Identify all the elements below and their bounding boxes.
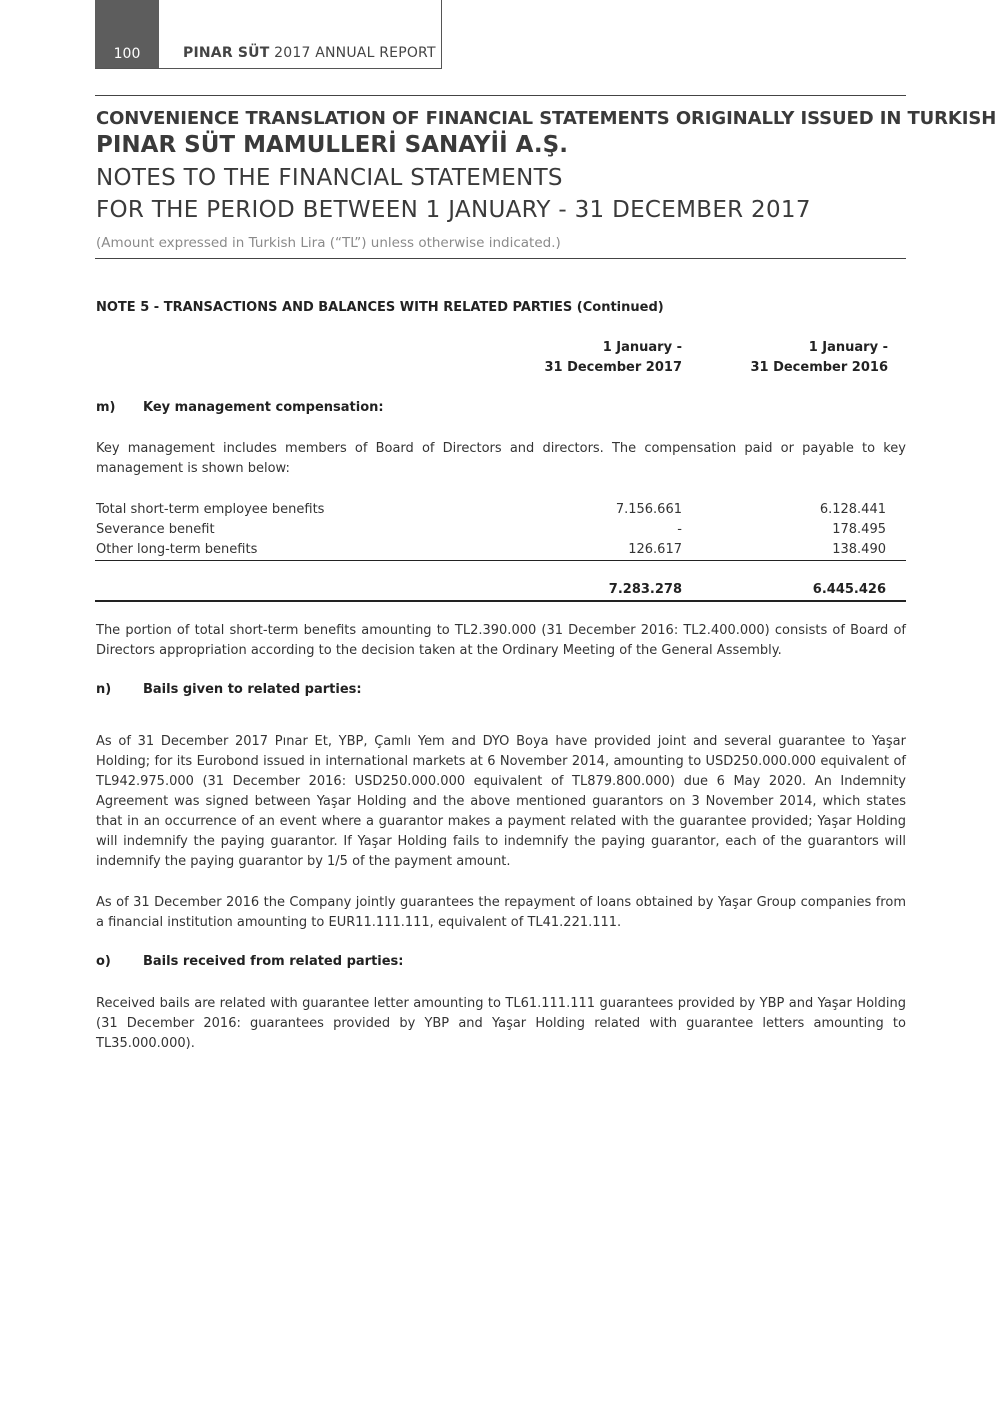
currency-note: (Amount expressed in Turkish Lira (“TL”) unless otherwise indicated.) — [96, 235, 561, 251]
running-title — [183, 45, 436, 61]
section-m-footnote: The portion of total short-term benefits amounting to TL2.390.000 (31 December 2016: TL2.400.000) consists of Board of Directors appropriation according to the decision taken at the Ordinary Meeting of the General Assembly. — [96, 623, 906, 658]
section-n-heading — [96, 682, 362, 697]
section-m-title: Key management compensation: — [143, 400, 384, 415]
row-label: Other long-term benefits — [96, 542, 258, 557]
section-o-letter: o) — [96, 954, 111, 969]
row-value-2017: 7.156.661 — [615, 502, 682, 517]
section-n-paragraph-2: As of 31 December 2016 the Company jointly guarantees the repayment of loans obtained by Yaşar Group companies from a financial institution amounting to EUR11.111.111, equivalent of TL41.221.111. — [96, 895, 906, 930]
section-m-intro: Key management includes members of Board of Directors and directors. The compensation paid or payable to key management is shown below: — [96, 441, 906, 476]
company-name: PINAR SÜT MAMULLERİ SANAYİİ A.Ş. — [96, 132, 568, 158]
note-title: NOTE 5 - TRANSACTIONS AND BALANCES WITH RELATED PARTIES (Continued) — [96, 300, 664, 315]
section-n-paragraph-1: As of 31 December 2017 Pınar Et, YBP, Çamlı Yem and DYO Boya have provided joint and several guarantee to Yaşar Holding; for its Eurobond issued in international markets at 6 November 2014, amounting to USD250.000.000 equivalent of TL942.975.000 (31 December 2016: USD250.000.000 equivalent of TL879.800.000) due 6 May 2020. An Indemnity Agreement was signed between Yaşar Holding and the above mentioned guarantors on 3 November 2014, which states that in an occurrence of an event where a guarantor makes a payment related with the guarantee provided; Yaşar Holding will indemnify the paying guarantor. If Yaşar Holding fails to indemnify the paying guarantor, each of the guarantors will indemnify the paying guarantor by 1/5 of the payment amount. — [96, 734, 906, 869]
table-row — [96, 520, 906, 540]
row-value-2016: 6.128.441 — [819, 502, 886, 517]
column-header-2016-line2: 31 December 2016 — [750, 360, 888, 375]
brand-name: PINAR SÜT — [183, 45, 270, 61]
top-rule — [95, 95, 906, 96]
column-header-2016 — [750, 338, 888, 378]
section-m-letter: m) — [96, 400, 116, 415]
column-header-2016-line1: 1 January - — [808, 340, 888, 355]
column-header-2017-line1: 1 January - — [602, 340, 682, 355]
title-rule — [95, 258, 906, 259]
section-n-letter: n) — [96, 682, 112, 697]
subtotal-rule — [95, 560, 906, 561]
document-title: NOTES TO THE FINANCIAL STATEMENTS — [96, 165, 563, 191]
table-row — [96, 540, 906, 560]
section-n-title: Bails given to related parties: — [143, 682, 362, 697]
section-o-title: Bails received from related parties: — [143, 954, 404, 969]
translation-notice: CONVENIENCE TRANSLATION OF FINANCIAL STATEMENTS ORIGINALLY ISSUED IN TURKISH — [96, 108, 997, 129]
section-o-paragraph: Received bails are related with guarantee letter amounting to TL61.111.111 guarantees provided by YBP and Yaşar Holding (31 December 2016: guarantees provided by YBP and Yaşar Holding related with guarantee letters amounting to TL35.000.000). — [96, 996, 906, 1051]
row-value-2017: - — [677, 522, 682, 537]
row-label: Severance benefit — [96, 522, 215, 537]
total-value-2016: 6.445.426 — [812, 582, 886, 597]
page-header — [95, 0, 442, 69]
section-m-heading — [96, 400, 384, 415]
report-title: 2017 ANNUAL REPORT — [274, 45, 436, 61]
total-rule — [95, 600, 906, 602]
period-title: FOR THE PERIOD BETWEEN 1 JANUARY - 31 DECEMBER 2017 — [96, 197, 811, 223]
row-value-2016: 138.490 — [832, 542, 886, 557]
table-total-row — [96, 580, 906, 600]
row-value-2016: 178.495 — [832, 522, 886, 537]
column-header-2017-line2: 31 December 2017 — [544, 360, 682, 375]
row-label: Total short-term employee benefits — [96, 502, 325, 517]
page-number: 100 — [95, 0, 159, 68]
table-row — [96, 500, 906, 520]
column-header-2017 — [544, 338, 682, 378]
row-value-2017: 126.617 — [628, 542, 682, 557]
section-o-heading — [96, 954, 404, 969]
total-value-2017: 7.283.278 — [608, 582, 682, 597]
